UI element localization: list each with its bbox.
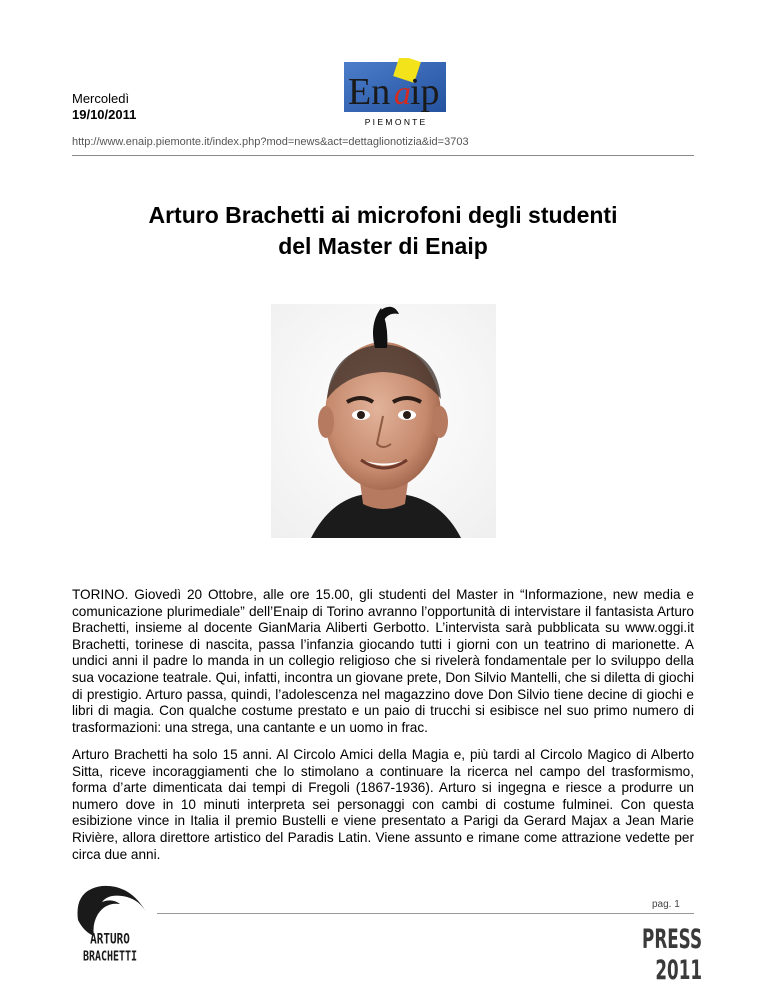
title-line-2: del Master di Enaip bbox=[278, 233, 488, 259]
portrait-photo bbox=[271, 304, 496, 538]
enaip-logo bbox=[344, 58, 446, 128]
svg-text:a: a bbox=[394, 75, 411, 112]
page-number: pag. 1 bbox=[652, 899, 680, 910]
brand-line-2: BRACHETTI bbox=[82, 948, 138, 964]
paragraph-1: TORINO. Giovedì 20 Ottobre, alle ore 15.00, gli studenti del Master in “Informazione, new media e comunicazione plurimediale” dell’Enaip di Torino avranno l’opportunità di intervistare il fantasista Arturo Brachetti, insieme al docente GianMaria Aliberti Gerbotto. L’intervista sarà pubblicata su www.oggi.it Brachetti, torinese di nascita, passa l’infanzia giocando tutti i giorni con un teatrino di marionette. A undici anni il padre lo manda in un collegio religioso che si rivelerà fondamentale per lo sviluppo della sua vocazione teatrale. Qui, infatti, incontra un giovane prete, Don Silvio Mantelli, che si diletta di giochi di prestigio. Arturo passa, quindi, l’adolescenza nel magazzino dove Don Silvio tiene decine di giochi e libri di magia. Con qualche costume prestato e un paio di trucchi si esibisce nel suo primo numero di trasformazioni: una strega, una cantante e un uomo in frac. bbox=[72, 587, 694, 735]
date-block bbox=[72, 91, 136, 123]
date-label: 19/10/2011 bbox=[72, 107, 137, 122]
paragraph-2: Arturo Brachetti ha solo 15 anni. Al Circolo Amici della Magia e, più tardi al Circolo Magico di Alberto Sitta, riceve incoraggiamenti che lo stimolano a continuare la ricerca nel campo del trasformismo, forma d’arte dimenticata dai tempi di Fregoli (1867-1936). Arturo si ingegna e riesce a produrre un numero dove in 10 minuti interpreta sei personaggi con cambi di costume fulminei. Con questa esibizione vince in Italia il premio Bustelli e viene presentato a Parigi da Gerard Majax a Jean Marie Rivière, allora direttore artistico del Paradis Latin. Viene assunto e rimane come attrazione vedette per circa due anni. bbox=[72, 747, 694, 862]
svg-text:ip: ip bbox=[410, 71, 440, 113]
brand-line-1: ARTURO bbox=[90, 931, 130, 949]
title-line-1: Arturo Brachetti ai microfoni degli studenti bbox=[148, 202, 618, 228]
logo-subtitle: P I E M O N T E bbox=[364, 117, 426, 127]
footer-divider bbox=[157, 913, 694, 914]
press-label: PRESS 2011 bbox=[642, 924, 702, 986]
source-url[interactable]: http://www.enaip.piemonte.it/index.php?mod=news&act=dettaglionotizia&id=3703 bbox=[72, 136, 469, 148]
arturo-brachetti-logo bbox=[72, 880, 152, 968]
svg-text:En: En bbox=[348, 71, 391, 113]
article-title bbox=[72, 200, 694, 262]
day-label: Mercoledì bbox=[72, 91, 130, 106]
header-divider bbox=[72, 155, 694, 156]
